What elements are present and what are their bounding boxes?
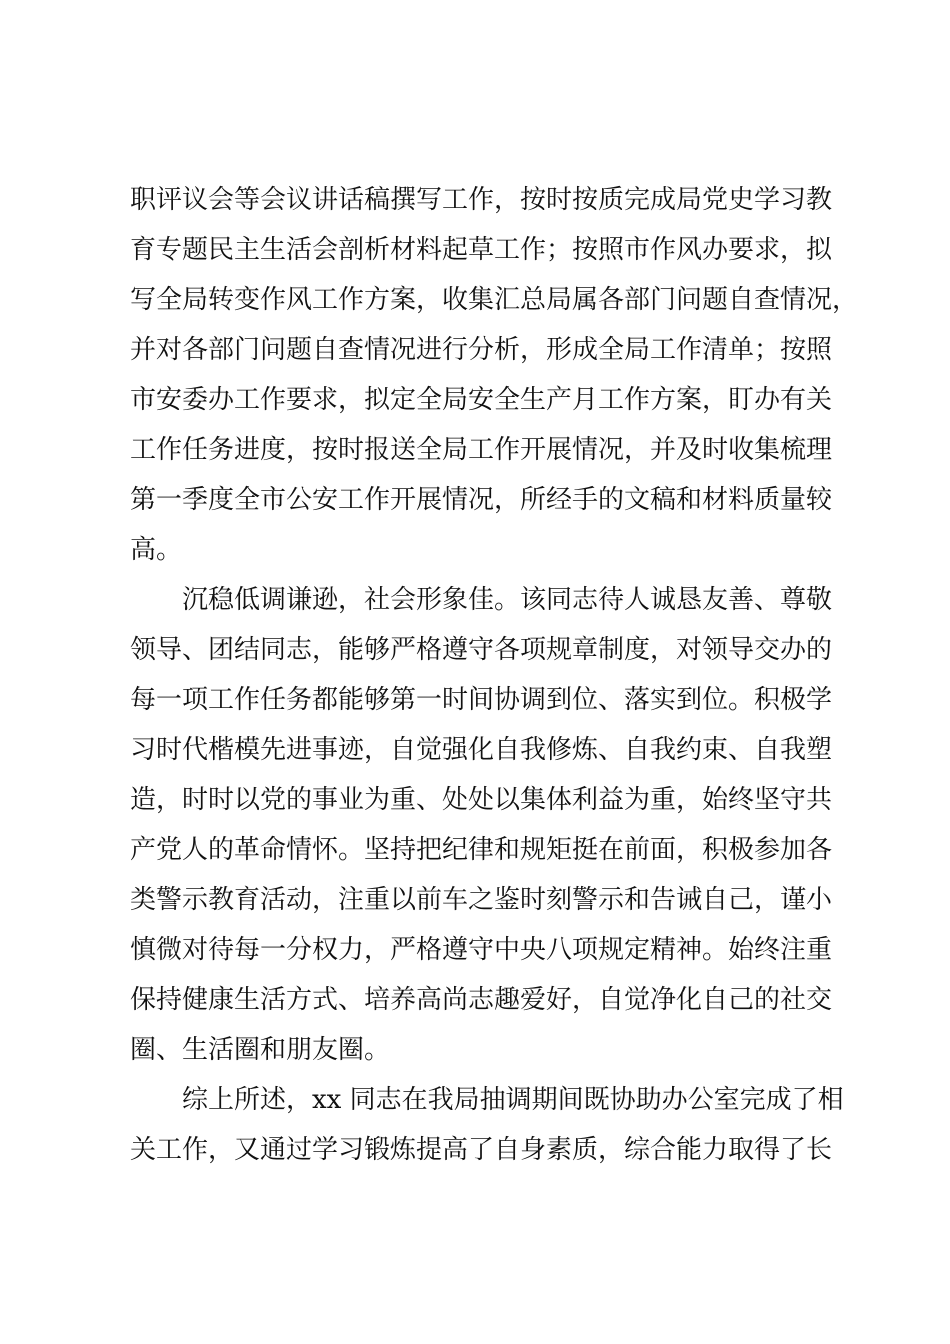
text-line: 慎微对待每一分权力，严格遵守中央八项规定精神。始终注重: [130, 935, 833, 965]
text-line: 第一季度全市公安工作开展情况，所经手的文稿和材料质量较: [130, 485, 833, 515]
text-line: 育专题民主生活会剖析材料起草工作；按照市作风办要求，拟: [130, 235, 833, 265]
text-line: 职评议会等会议讲话稿撰写工作，按时按质完成局党史学习教: [130, 185, 833, 215]
text-line: 类警示教育活动，注重以前车之鉴时刻警示和告诫自己，谨小: [130, 885, 833, 915]
text-line: 市安委办工作要求，拟定全局安全生产月工作方案，盯办有关: [130, 385, 833, 415]
text-line: 保持健康生活方式、培养高尚志趣爱好，自觉净化自己的社交: [130, 985, 833, 1015]
paragraph-start-line: 综上所述，xx 同志在我局抽调期间既协助办公室完成了相: [182, 1085, 844, 1115]
text-line: 圈、生活圈和朋友圈。: [130, 1035, 391, 1065]
paragraph-start-line: 沉稳低调谦逊，社会形象佳。该同志待人诚恳友善、尊敬: [182, 585, 833, 615]
text-line: 领导、团结同志，能够严格遵守各项规章制度，对领导交办的: [130, 635, 833, 665]
text-line: 产党人的革命情怀。坚持把纪律和规矩挺在前面，积极参加各: [130, 835, 833, 865]
text-line: 关工作，又通过学习锻炼提高了自身素质，综合能力取得了长: [130, 1135, 833, 1165]
text-line: 高。: [130, 535, 183, 565]
text-line: 写全局转变作风工作方案，收集汇总局属各部门问题自查情况，: [130, 285, 859, 315]
text-line: 每一项工作任务都能够第一时间协调到位、落实到位。积极学: [130, 685, 833, 715]
text-line: 工作任务进度，按时报送全局工作开展情况，并及时收集梳理: [130, 435, 833, 465]
text-line: 并对各部门问题自查情况进行分析，形成全局工作清单；按照: [130, 335, 833, 365]
text-line: 习时代楷模先进事迹，自觉强化自我修炼、自我约束、自我塑: [130, 735, 833, 765]
text-line: 造，时时以党的事业为重、处处以集体利益为重，始终坚守共: [130, 785, 833, 815]
